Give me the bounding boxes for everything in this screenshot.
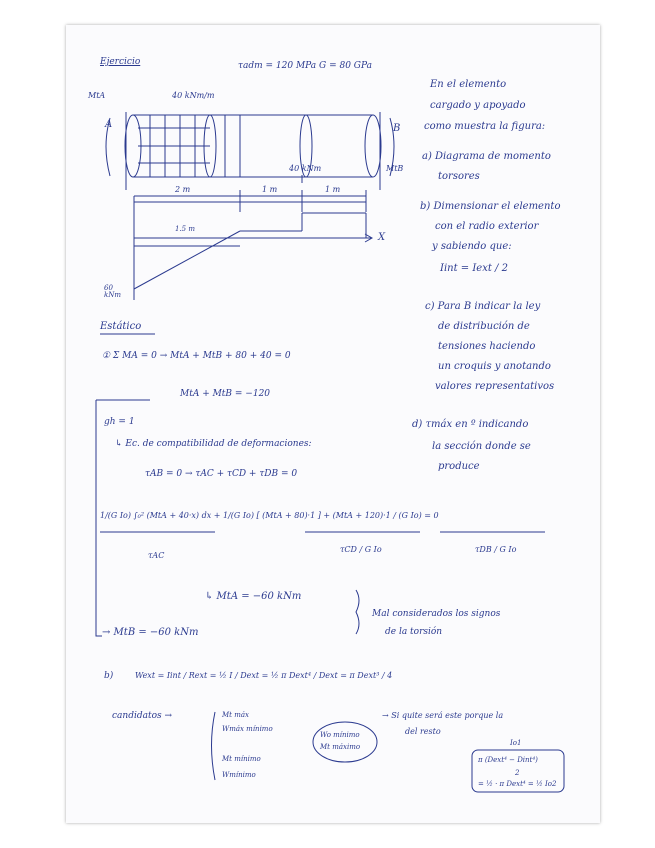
candidate-2: Wmáx mínimo (222, 725, 273, 733)
moment-left-label: MtA (88, 91, 106, 100)
prompt-intro-2: cargado y apoyado (430, 100, 526, 111)
note2-2: del resto (405, 727, 441, 736)
solution-heading: Estático (100, 321, 142, 332)
label-tac: τAC (148, 551, 165, 560)
prompt-d-1: d) τmáx en º indicando (412, 419, 529, 430)
prompt-b-2: con el radio exterior (435, 221, 539, 232)
dimension-1: 2 m (175, 185, 191, 194)
dimension-3: 1 m (325, 185, 341, 194)
torque-diagram (134, 190, 372, 300)
prompt-b-3: y sabiendo que: (432, 241, 512, 252)
prompt-c-2: de distribución de (438, 321, 530, 332)
candidate-4: Wmínimo (222, 771, 256, 779)
prompt-b-1: b) Dimensionar el elemento (420, 201, 561, 212)
shaft-drawing (106, 112, 394, 190)
exercise-title: Ejercicio (100, 57, 141, 67)
prompt-c-4: un croquis y anotando (438, 361, 551, 372)
candidate-1: Mt máx (222, 711, 249, 719)
point-b-label: B (393, 123, 401, 134)
prompt-c-1: c) Para B indicar la ley (425, 301, 541, 312)
prompt-d-2: la sección donde se (432, 441, 531, 452)
sign-note-1: Mal considerados los signos (372, 609, 501, 619)
prompt-d-3: produce (438, 461, 480, 472)
prompt-a-2: torsores (438, 171, 480, 182)
equilibrium-result: MtA + MtB = −120 (180, 389, 271, 399)
part-b-label: b) (104, 671, 114, 681)
equilibrium-equation: ① Σ MA = 0 → MtA + MtB + 80 + 40 = 0 (102, 351, 291, 361)
prompt-intro-3: como muestra la figura: (424, 121, 546, 132)
part-b-formula: Wext = Iint / Rext = ½ I / Dext = ½ π Dext⁴ / Dext = π Dext³ / 4 (135, 671, 393, 680)
integral-equation: 1/(G Io) ∫₀² (MtA + 40·x) dx + 1/(G Io) [ (MtA + 80)·1 ] + (MtA + 120)·1 / (G Io) = 0 (100, 511, 439, 520)
result-mtb: → MtB = −60 kNm (102, 627, 199, 638)
distributed-load-label: 40 kNm/m (172, 91, 215, 100)
prompt-c-5: valores representativos (435, 381, 555, 392)
sign-note-2: de la torsión (385, 627, 443, 637)
box-line-2: π (Dext⁴ − Dint⁴) (478, 756, 538, 764)
note2-1: → Si quite será este porque la (382, 711, 504, 720)
prompt-c-3: tensiones haciendo (438, 341, 536, 352)
circled-1: Wo mínimo (320, 731, 360, 739)
compatibility-equation: τAB = 0 → τAC + τCD + τDB = 0 (145, 469, 298, 479)
dimension-2: 1 m (262, 185, 278, 194)
mark-label: 1.5 m (175, 225, 195, 233)
x-axis-label: X (378, 232, 386, 243)
exercise-params: τadm = 120 MPa G = 80 GPa (238, 61, 373, 71)
point-a-label: A (105, 119, 113, 130)
diagram-y-label: 60 kNm (104, 284, 122, 299)
box-line-1: Io1 (510, 739, 522, 747)
point-load-label: 40 kNm (289, 164, 322, 173)
label-tdb: τDB / G Io (475, 545, 517, 554)
result-mta: ↳ MtA = −60 kNm (205, 591, 302, 602)
prompt-intro-1: En el elemento (430, 79, 507, 90)
compatibility-heading: ↳ Ec. de compatibilidad de deformaciones: (115, 439, 312, 449)
candidates-label: candidatos → (112, 711, 173, 721)
prompt-b-formula: Iint = Iext / 2 (440, 263, 508, 274)
box-line-4: = ½ · π Dext⁴ = ½ Io2 (478, 780, 557, 788)
gh-label: gh = 1 (104, 417, 135, 427)
moment-right-label: MtB (386, 164, 404, 173)
box-line-3: 2 (515, 769, 520, 777)
label-tcd: τCD / G Io (340, 545, 382, 554)
circled-2: Mt máximo (320, 743, 361, 751)
prompt-a-1: a) Diagrama de momento (422, 151, 551, 162)
candidate-3: Mt mínimo (222, 755, 261, 763)
